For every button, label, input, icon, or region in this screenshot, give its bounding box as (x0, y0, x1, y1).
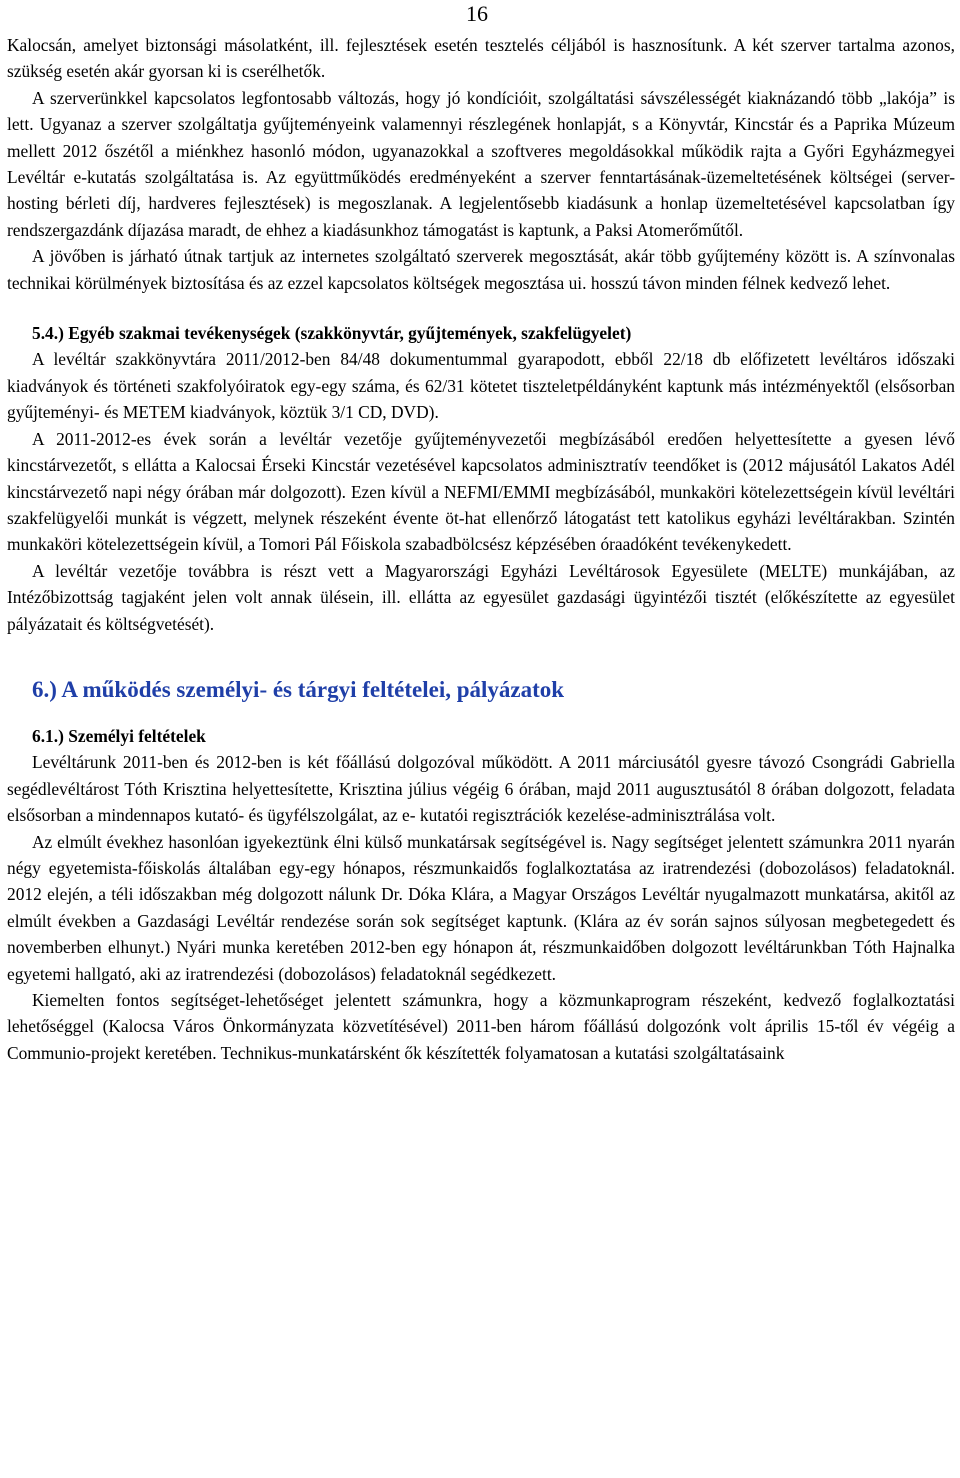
heading-6: 6.) A működés személyi- és tárgyi feltételei, pályázatok (32, 676, 565, 702)
paragraph-intro-3: A jövőben is járható útnak tartjuk az internetes szolgáltató szerverek megosztását, akár több gyűjtemény között is. A színvonalas technikai körülmények biztosítása és az ezzel kapcsolatos költségek megosztása ui. hosszú távon minden félnek kedvező lehet. (7, 246, 955, 293)
heading-6-1: 6.1.) Személyi feltételek (32, 725, 206, 746)
paragraph-6-1-3: Kiemelten fontos segítséget-lehetőséget jelentett számunkra, hogy a közmunkaprogram részeként, kedvező foglalkoztatási lehetőséggel (Kalocsa Város Önkormányzata közvetítésével) 2011-ben három főállású dolgozónk volt április 15-től év végéig a Communio-projekt keretében. Technikus-munkatársként ők készítették folyamatosan a kutatási szolgáltatásaink (7, 990, 955, 1063)
document-body (7, 32, 955, 1066)
heading-5-4: 5.4.) Egyéb szakmai tevékenységek (szakkönyvtár, gyűjtemények, szakfelügyelet) (32, 323, 632, 344)
paragraph-intro-2: A szerverünkkel kapcsolatos legfontosabb változás, hogy jó kondícióit, szolgáltatási sávszélességét kiaknázandó több „lakója” is lett. Ugyanaz a szerver szolgáltatja gyűjteményeink valamennyi részlegének honlapját, s a Könyvtár, Kincstár és a Paprika Múzeum mellett 2012 őszétől a miénkhez hasonló módon, ugyanazokkal a szoftveres megoldásokkal működik rajta a Győri Egyházmegyei Levéltár e-kutatás szolgáltatása is. Az együttműködés eredményeként a szerver fenntartásának-üzemeltetésének költségei (server-hosting bérleti díj, hardveres fejlesztések) is megoszlanak. A legjelentősebb kiadásunk a honlap üzemeltetésével kapcsolatban így rendszergazdánk díjazása maradt, de ehhez a kiadásunkhoz támogatást is kaptunk, a Paksi Atomerőműtől. (7, 87, 955, 240)
paragraph-5-4-3: A levéltár vezetője továbbra is részt vett a Magyarországi Egyházi Levéltárosok Egyesülete (MELTE) munkájában, az Intézőbizottság tagjaként jelen volt annak ülésein, ill. ellátta az egyesület gazdasági ügyintézői tisztét (előkészítette az egyesület pályázatait és költségvetését). (7, 560, 955, 634)
paragraph-6-1-2: Az elmúlt évekhez hasonlóan igyekeztünk élni külső munkatársak segítségével is. Nagy segítséget jelentett számunkra 2011 nyarán négy egyetemista-főiskolás általában egy-egy hónapos, részmunkaidős foglalkoztatása az iratrendezési (dobozolásos) feladatoknál. 2012 elején, a téli időszakban még dolgozott nálunk Dr. Dóka Klára, a Magyar Országos Levéltár nyugalmazott munkatársa, akitől az elmúlt években a Gazdasági Levéltár rendezése során sok segítséget kaptunk. (Klára az év során sajnos súlyosan megbetegedett és novemberben elhunyt.) Nyári munka keretében 2012-ben egy hónapon át, részmunkaidőben dolgozott levéltárunkban Tóth Hajnalka egyetemi hallgató, aki az iratrendezési (dobozolásos) feladatoknál segédkezett. (7, 831, 955, 984)
paragraph-5-4-1: A levéltár szakkönyvtára 2011/2012-ben 84/48 dokumentummal gyarapodott, ebből 22/18 db előfizetett levéltáros időszaki kiadványok és történeti szakfolyóiratok egy-egy száma, és 62/31 kötetet tiszteletpéldányként kaptunk más intézményektől (elsősorban gyűjteményi- és METEM kiadványok, köztük 3/1 CD, DVD). (7, 349, 955, 423)
paragraph-intro-1: Kalocsán, amelyet biztonsági másolatként, ill. fejlesztések esetén tesztelés céljából is hasznosítunk. A két szerver tartalma azonos, szükség esetén akár gyorsan ki is cserélhetők. (7, 35, 955, 82)
paragraph-5-4-2: A 2011-2012-es évek során a levéltár vezetője gyűjteményvezetői megbízásából eredően helyettesítette a gyesen lévő kincstárvezetőt, s ellátta a Kalocsai Érseki Kincstár vezetésével kapcsolatos adminisztratív teendőket is (2012 májusától Lakatos Adél kincstárvezető napi négy órában már dolgozott). Ezen kívül a NEFMI/EMMI megbízásából, munkaköri kötelezettségein kívül levéltári szakfelügyelői munkát is végzett, melynek részeként évente öt-hat ellenőrző látogatást tett katolikus egyházi levéltárakban. Szintén munkaköri kötelezettségein kívül, a Tomori Pál Főiskola szabadbölcsész képzésében óraadóként tevékenykedett. (7, 428, 955, 555)
paragraph-6-1-1: Levéltárunk 2011-ben és 2012-ben is két főállású dolgozóval működött. A 2011 márciusától gyesre távozó Csongrádi Gabriella segédlevéltárost Tóth Krisztina helyettesítette, Krisztina július végéig 6 órában, majd 2011 augusztusától 8 órában dolgozott, feladata elsősorban a mindennapos kutató- és ügyfélszolgálat, az e- kutatói regisztrációk kezelése-adminisztrálása volt. (7, 752, 955, 826)
page-number: 16 (466, 1, 488, 26)
